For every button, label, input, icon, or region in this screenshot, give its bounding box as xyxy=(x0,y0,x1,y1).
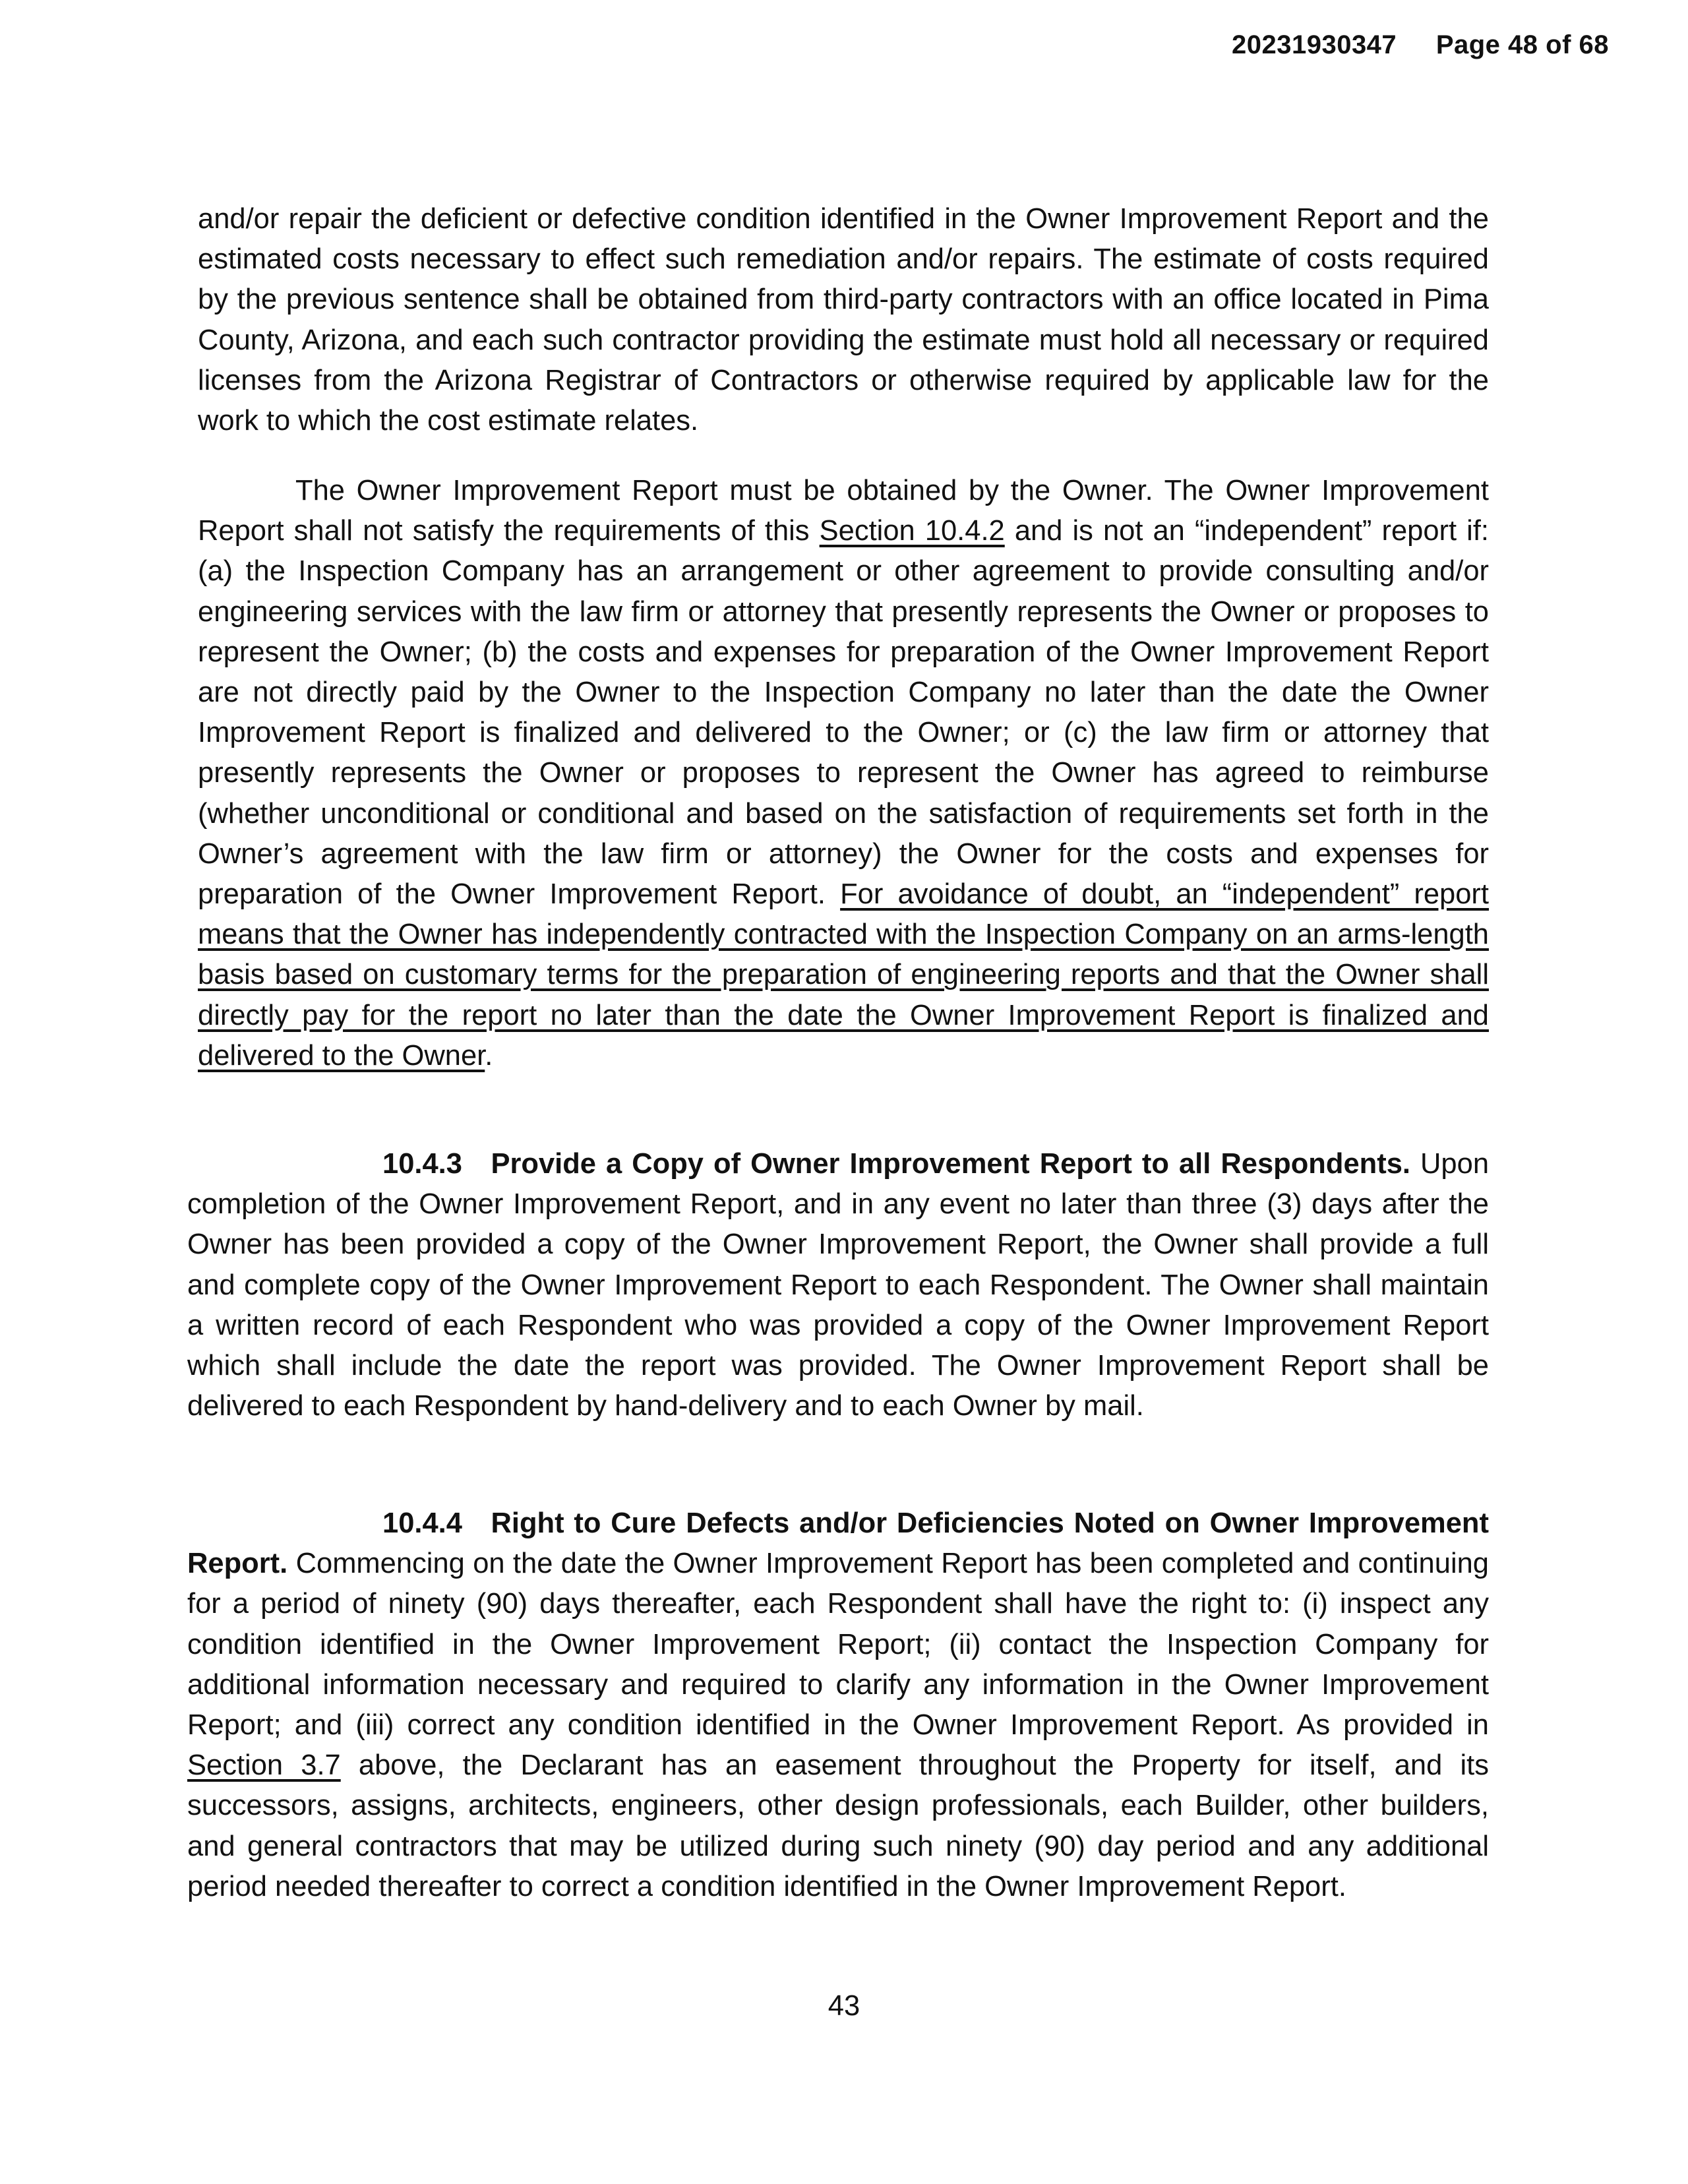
paragraph-independent-report xyxy=(198,471,1489,1076)
paragraph-end: . xyxy=(485,1039,493,1072)
section-reference-3-7: Section 3.7 xyxy=(187,1749,341,1782)
document-number: 20231930347 xyxy=(1231,30,1397,59)
paragraph-text: The Owner Improvement Report must be obtained by the Owner. The Owner Improvement Report shall not satisfy the requirements of this xyxy=(198,475,1489,547)
paragraph-text: above, the Declarant has an easement throughout the Property for itself, and its successors, assigns, architects, engineers, other design professionals, each Builder, other builders, and general contractors that may be utilized during such ninety (90) day period and any additional period needed thereafter to correct a condition identified in the Owner Improvement Report. xyxy=(187,1749,1489,1902)
page-number: 43 xyxy=(828,1990,860,2022)
paragraph-text: Commencing on the date the Owner Improvement Report has been completed and continuing for a period of ninety (90) days thereafter, each Respondent shall have the right to: (i) inspect any condition identified in the Owner Improvement Report; (ii) contact the Inspection Company for additional information necessary and required to clarify any information in the Owner Improvement Report; and (iii) correct any condition identified in the Owner Improvement Report. As provided in xyxy=(187,1548,1489,1742)
section-heading: 10.4.4 Right to Cure Defects and/or Deficiencies Noted on Owner Improvement Report. xyxy=(187,1507,1489,1580)
section-10-4-4 xyxy=(187,1503,1489,1907)
page-counter: Page 48 of 68 xyxy=(1435,30,1609,59)
section-reference-10-4-2: Section 10.4.2 xyxy=(819,515,1005,547)
paragraph-text: Upon completion of the Owner Improvement Report, and in any event no later than three (3) days after the Owner has been provided a copy of the Owner Improvement Report, the Owner shall provide a full and complete copy of the Owner Improvement Report to each Respondent. The Owner shall maintain a written record of each Respondent who was provided a copy of the Owner Improvement Report which shall include the date the report was provided. The Owner Improvement Report shall be delivered to each Respondent by hand-delivery and to each Owner by mail. xyxy=(187,1148,1490,1422)
section-heading: 10.4.3 Provide a Copy of Owner Improvement Report to all Respondents. xyxy=(382,1148,1410,1180)
section-10-4-3 xyxy=(187,1144,1489,1426)
underlined-clause: For avoidance of doubt, an “independent” report means that the Owner has independently contracted with the Inspection Company on an arms-length basis based on customary terms for the preparation of engineering reports and that the Owner shall directly pay for the report no later than the date the Owner Improvement Report is finalized and delivered to the Owner xyxy=(198,878,1490,1072)
paragraph-text: and/or repair the deficient or defective condition identified in the Owner Improvement Report and the estimated costs necessary to effect such remediation and/or repairs. The estimate of costs required by the previous sentence shall be obtained from third-party contractors with an office located in Pima County, Arizona, and each such contractor providing the estimate must hold all necessary or required licenses from the Arizona Registrar of Contractors or otherwise required by applicable law for the work to which the cost estimate relates. xyxy=(198,203,1489,437)
paragraph-continued xyxy=(198,199,1489,441)
page-header xyxy=(1232,30,1609,60)
paragraph-text: and is not an “independent” report if: (a) the Inspection Company has an arrangement or other agreement to provide consulting and/or engineering services with the law firm or attorney that presently represents the Owner or proposes to represent the Owner; (b) the costs and expenses for preparation of the Owner Improvement Report are not directly paid by the Owner to the Inspection Company no later than the date the Owner Improvement Report is finalized and delivered to the Owner; or (c) the law firm or attorney that presently represents the Owner or proposes to represent the Owner has agreed to reimburse (whether unconditional or conditional and based on the satisfaction of requirements set forth in the Owner’s agreement with the law firm or attorney) the Owner for the costs and expenses for preparation of the Owner Improvement Report. xyxy=(198,515,1490,911)
